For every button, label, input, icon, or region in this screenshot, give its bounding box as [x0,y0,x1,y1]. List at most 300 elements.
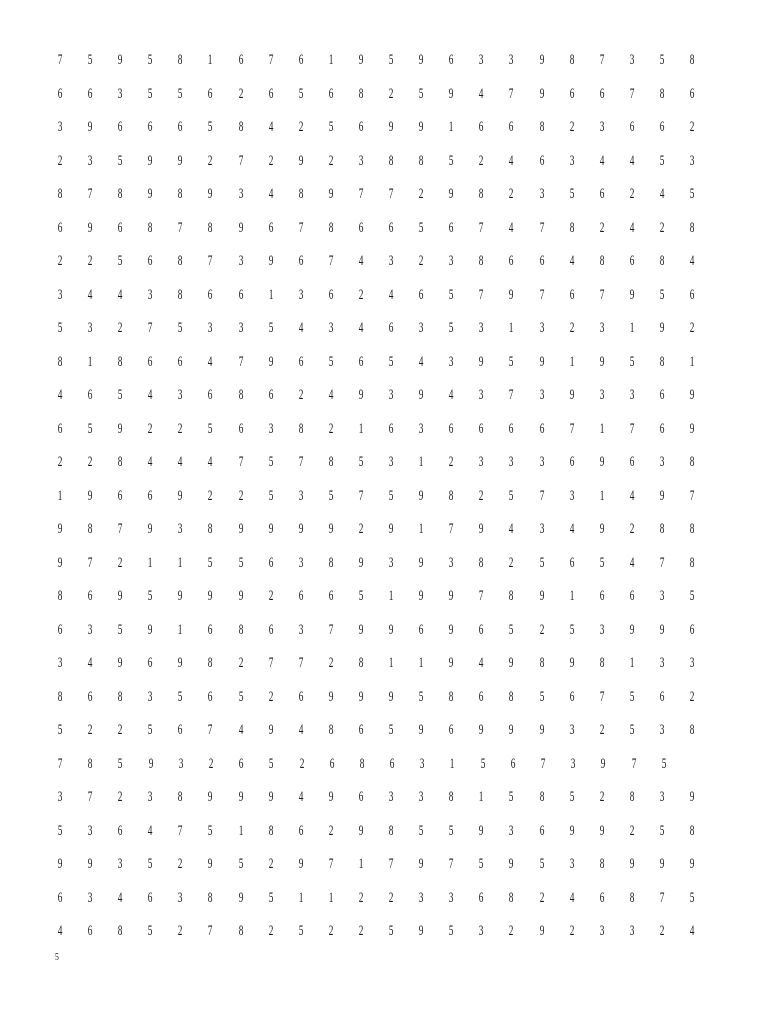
digit-cell: 9 [328,186,334,203]
digit-cell: 6 [599,186,605,203]
digit-cell: 8 [509,688,514,705]
digit-cell: 8 [629,889,635,906]
digit-cell: 6 [509,119,514,136]
digit-cell: 8 [358,655,364,672]
digit-cell: 5 [148,588,153,605]
digit-cell: 3 [689,655,695,672]
digit-cell: 8 [659,85,665,102]
digit-row [45,513,707,547]
digit-cell: 9 [659,320,665,337]
digit-cell: 5 [509,621,514,638]
digit-cell: 6 [358,119,364,136]
digit-cell: 9 [388,521,394,538]
digit-cell: 4 [298,722,304,739]
digit-cell: 9 [629,621,635,638]
digit-cell: 5 [148,722,153,739]
digit-cell: 2 [238,85,243,102]
digit-cell: 5 [388,52,394,69]
digit-cell: 9 [569,655,574,672]
digit-cell: 2 [87,253,93,270]
digit-cell: 8 [178,52,183,69]
digit-cell: 6 [659,119,665,136]
digit-cell: 7 [659,554,665,571]
digit-cell: 3 [420,755,425,772]
digit-cell: 3 [388,454,394,471]
digit-cell: 6 [57,889,63,906]
digit-row [45,212,707,246]
digit-cell: 3 [689,152,695,169]
digit-cell: 5 [117,253,123,270]
digit-cell: 8 [238,387,243,404]
digit-cell: 7 [87,789,93,806]
digit-cell: 6 [569,286,574,303]
digit-cell: 8 [689,219,695,236]
digit-cell: 9 [328,521,334,538]
digit-cell: 6 [479,119,484,136]
digit-cell: 3 [148,688,153,705]
digit-row [45,78,707,112]
digit-cell: 7 [178,822,183,839]
digit-row [45,346,707,380]
digit-cell: 5 [358,454,364,471]
digit-cell: 9 [148,186,153,203]
digit-cell: 7 [540,755,546,772]
digit-cell: 7 [659,889,665,906]
digit-cell: 4 [268,186,274,203]
digit-row [45,413,707,447]
digit-cell: 3 [87,621,93,638]
digit-cell: 5 [629,688,635,705]
digit-cell: 9 [689,420,695,437]
digit-cell: 5 [661,755,667,772]
digit-cell: 5 [298,923,304,940]
digit-cell: 3 [599,387,605,404]
digit-cell: 7 [208,722,213,739]
digit-cell: 9 [268,789,274,806]
digit-cell: 9 [539,722,544,739]
digit-cell: 5 [238,554,243,571]
digit-cell: 8 [689,454,695,471]
digit-cell: 9 [388,119,394,136]
digit-cell: 7 [57,755,63,772]
digit-cell: 9 [87,856,93,873]
digit-cell: 1 [599,420,605,437]
digit-cell: 5 [448,152,454,169]
digit-cell: 8 [418,152,424,169]
digit-cell: 3 [539,186,544,203]
digit-cell: 8 [539,655,544,672]
digit-cell: 8 [208,521,213,538]
digit-cell: 9 [448,186,454,203]
digit-cell: 6 [268,85,274,102]
digit-cell: 2 [629,822,635,839]
digit-cell: 8 [178,253,183,270]
digit-cell: 2 [268,923,274,940]
digit-cell: 2 [539,621,544,638]
digit-cell: 5 [689,588,695,605]
digit-cell: 7 [268,52,274,69]
digit-cell: 4 [479,655,484,672]
digit-cell: 6 [87,923,93,940]
digit-cell: 3 [388,554,394,571]
digit-cell: 5 [418,219,424,236]
digit-cell: 2 [509,923,514,940]
digit-cell: 5 [480,755,486,772]
digit-cell: 7 [599,286,605,303]
digit-cell: 5 [268,320,274,337]
digit-cell: 2 [87,454,93,471]
digit-cell: 6 [629,588,635,605]
digit-cell: 8 [569,52,574,69]
digit-cell: 9 [208,789,213,806]
digit-cell: 8 [358,85,364,102]
digit-cell: 6 [418,621,424,638]
digit-cell: 4 [117,286,123,303]
digit-cell: 6 [629,454,635,471]
digit-cell: 7 [148,320,153,337]
digit-cell: 2 [629,521,635,538]
digit-cell: 9 [418,119,424,136]
digit-cell: 2 [599,219,605,236]
digit-cell: 6 [328,85,334,102]
digit-cell: 9 [418,856,424,873]
digit-cell: 5 [509,487,514,504]
digit-cell: 8 [629,789,635,806]
digit-cell: 8 [689,521,695,538]
digit-cell: 3 [87,889,93,906]
digit-cell: 3 [509,52,514,69]
digit-row [45,547,707,581]
digit-cell: 8 [659,353,665,370]
digit-cell: 9 [509,655,514,672]
digit-cell: 7 [448,521,454,538]
digit-cell: 7 [298,219,304,236]
digit-cell: 1 [448,119,454,136]
digit-cell: 9 [268,521,274,538]
digit-cell: 5 [208,420,213,437]
digit-cell: 1 [268,286,274,303]
digit-cell: 7 [448,856,454,873]
digit-cell: 2 [358,521,364,538]
digit-cell: 3 [448,889,454,906]
digit-cell: 2 [328,923,334,940]
digit-cell: 8 [539,119,544,136]
digit-cell: 5 [539,554,544,571]
digit-cell: 6 [178,353,183,370]
digit-cell: 5 [388,353,394,370]
digit-cell: 1 [569,353,574,370]
digit-cell: 9 [509,722,514,739]
digit-cell: 9 [358,554,364,571]
digit-cell: 3 [238,186,243,203]
digit-cell: 7 [328,253,334,270]
digit-cell: 3 [539,454,544,471]
digit-cell: 8 [238,923,243,940]
digit-cell: 1 [208,52,213,69]
digit-cell: 5 [328,353,334,370]
digit-cell: 5 [87,420,93,437]
digit-cell: 9 [599,822,605,839]
digit-cell: 3 [659,655,665,672]
digit-cell: 6 [117,119,123,136]
digit-cell: 6 [629,119,635,136]
digit-cell: 3 [87,822,93,839]
digit-cell: 3 [569,856,574,873]
digit-cell: 9 [268,722,274,739]
digit-cell: 9 [208,856,213,873]
digit-cell: 9 [268,253,274,270]
digit-cell: 5 [178,85,183,102]
digit-cell: 3 [358,152,364,169]
digit-cell: 9 [117,52,123,69]
digit-cell: 6 [539,822,544,839]
digit-cell: 9 [358,387,364,404]
digit-cell: 5 [509,353,514,370]
digit-cell: 8 [208,219,213,236]
digit-cell: 3 [298,286,304,303]
digit-cell: 6 [539,420,544,437]
digit-row [45,312,707,346]
digit-cell: 9 [539,588,544,605]
digit-cell: 3 [298,554,304,571]
digit-cell: 1 [388,588,394,605]
digit-cell: 5 [87,52,93,69]
digit-cell: 8 [208,889,213,906]
digit-cell: 9 [418,487,424,504]
digit-cell: 6 [539,152,544,169]
digit-cell: 2 [208,487,213,504]
digit-cell: 2 [57,454,63,471]
digit-cell: 4 [268,119,274,136]
digit-cell: 8 [479,554,484,571]
digit-cell: 1 [87,353,93,370]
digit-cell: 4 [479,85,484,102]
digit-cell: 5 [268,487,274,504]
digit-cell: 4 [117,889,123,906]
digit-cell: 4 [57,923,63,940]
digit-row [45,815,707,849]
digit-cell: 4 [599,152,605,169]
digit-cell: 2 [178,420,183,437]
digit-cell: 3 [418,420,424,437]
digit-cell: 4 [448,387,454,404]
digit-cell: 5 [689,889,695,906]
digit-cell: 3 [479,923,484,940]
digit-cell: 9 [569,387,574,404]
digit-cell: 8 [238,621,243,638]
digit-cell: 8 [479,186,484,203]
digit-cell: 6 [208,387,213,404]
digit-cell: 6 [298,52,304,69]
digit-cell: 6 [148,353,153,370]
digit-cell: 3 [448,253,454,270]
digit-cell: 5 [569,789,574,806]
digit-cell: 6 [689,621,695,638]
digit-cell: 9 [148,152,153,169]
digit-cell: 6 [659,420,665,437]
digit-cell: 8 [689,52,695,69]
digit-cell: 5 [118,755,123,772]
digit-cell: 7 [328,621,334,638]
digit-cell: 3 [178,387,183,404]
digit-cell: 2 [117,722,123,739]
digit-cell: 3 [178,889,183,906]
digit-row [45,647,707,681]
digit-cell: 9 [629,286,635,303]
digit-cell: 3 [629,387,635,404]
digit-cell: 6 [178,119,183,136]
digit-cell: 9 [601,755,606,772]
digit-cell: 6 [388,420,394,437]
digit-cell: 8 [87,521,93,538]
digit-cell: 8 [448,789,454,806]
digit-cell: 9 [358,621,364,638]
digit-cell: 2 [358,286,364,303]
digit-cell: 5 [479,856,484,873]
digit-cell: 8 [689,554,695,571]
digit-cell: 7 [479,588,484,605]
digit-cell: 6 [479,420,484,437]
digit-cell: 2 [117,320,123,337]
digit-cell: 4 [569,521,574,538]
digit-cell: 4 [148,387,153,404]
digit-row [45,681,707,715]
digit-cell: 1 [689,353,695,370]
digit-cell: 8 [57,353,63,370]
digit-cell: 3 [418,889,424,906]
digit-cell: 1 [418,454,424,471]
digit-cell: 8 [388,152,394,169]
digit-cell: 7 [539,219,544,236]
digit-cell: 8 [599,655,605,672]
digit-cell: 5 [509,789,514,806]
digit-cell: 2 [599,789,605,806]
digit-cell: 9 [117,420,123,437]
digit-cell: 9 [418,387,424,404]
digit-cell: 6 [629,253,635,270]
digit-cell: 1 [629,655,635,672]
digit-cell: 9 [148,755,153,772]
digit-cell: 4 [569,889,574,906]
digit-cell: 4 [208,454,213,471]
digit-cell: 2 [569,923,574,940]
digit-cell: 6 [87,588,93,605]
digit-row [45,178,707,212]
digit-cell: 3 [57,655,63,672]
digit-cell: 2 [448,454,454,471]
digit-cell: 1 [418,521,424,538]
digit-cell: 4 [298,320,304,337]
digit-cell: 9 [418,554,424,571]
digit-cell: 3 [57,119,63,136]
digit-cell: 5 [117,621,123,638]
digit-cell: 8 [659,253,665,270]
digit-cell: 1 [569,588,574,605]
digit-cell: 6 [389,755,395,772]
digit-cell: 9 [479,722,484,739]
digit-cell: 9 [148,621,153,638]
digit-cell: 5 [208,822,213,839]
digit-cell: 9 [479,521,484,538]
digit-cell: 5 [117,387,123,404]
digit-cell: 6 [208,621,213,638]
digit-cell: 6 [57,219,63,236]
digit-cell: 7 [539,487,544,504]
digit-cell: 2 [689,320,695,337]
digit-cell: 9 [238,889,243,906]
digit-cell: 1 [599,487,605,504]
digit-cell: 4 [178,454,183,471]
digit-cell: 6 [569,85,574,102]
digit-cell: 3 [298,487,304,504]
digit-cell: 7 [238,152,243,169]
digit-cell: 9 [238,219,243,236]
digit-cell: 8 [87,755,93,772]
digit-cell: 5 [358,588,364,605]
digit-cell: 9 [599,521,605,538]
digit-cell: 8 [57,186,63,203]
digit-cell: 2 [178,856,183,873]
digit-cell: 6 [510,755,516,772]
digit-cell: 1 [479,789,484,806]
digit-cell: 9 [298,521,304,538]
digit-cell: 7 [539,286,544,303]
digit-cell: 8 [268,822,274,839]
digit-cell: 8 [178,186,183,203]
digit-cell: 7 [599,688,605,705]
digit-cell: 8 [689,722,695,739]
page-number: 5 [55,951,59,963]
digit-cell: 9 [388,621,394,638]
digit-cell: 3 [418,320,424,337]
digit-cell: 8 [569,219,574,236]
digit-cell: 6 [208,85,213,102]
digit-cell: 2 [299,755,304,772]
digit-row [45,748,707,782]
digit-cell: 4 [148,822,153,839]
digit-cell: 1 [450,755,455,772]
digit-cell: 5 [659,52,665,69]
digit-cell: 9 [539,923,544,940]
digit-cell: 2 [388,889,394,906]
digit-cell: 7 [388,856,394,873]
digit-cell: 2 [268,856,274,873]
digit-cell: 6 [599,588,605,605]
digit-cell: 4 [509,219,514,236]
digit-cell: 9 [599,353,605,370]
digit-cell: 6 [298,688,304,705]
digit-cell: 2 [539,889,544,906]
digit-cell: 5 [388,923,394,940]
digit-cell: 6 [298,353,304,370]
digit-cell: 3 [208,320,213,337]
digit-cell: 6 [238,52,243,69]
digit-cell: 3 [479,320,484,337]
digit-cell: 4 [569,253,574,270]
digit-cell: 3 [57,286,63,303]
digit-cell: 5 [268,889,274,906]
digit-cell: 7 [358,186,364,203]
digit-row [45,781,707,815]
digit-cell: 5 [659,152,665,169]
digit-cell: 1 [238,822,243,839]
digit-cell: 8 [298,420,304,437]
digit-cell: 6 [328,286,334,303]
digit-cell: 5 [238,856,243,873]
digit-cell: 7 [178,219,183,236]
digit-cell: 6 [178,722,183,739]
digit-cell: 8 [539,789,544,806]
